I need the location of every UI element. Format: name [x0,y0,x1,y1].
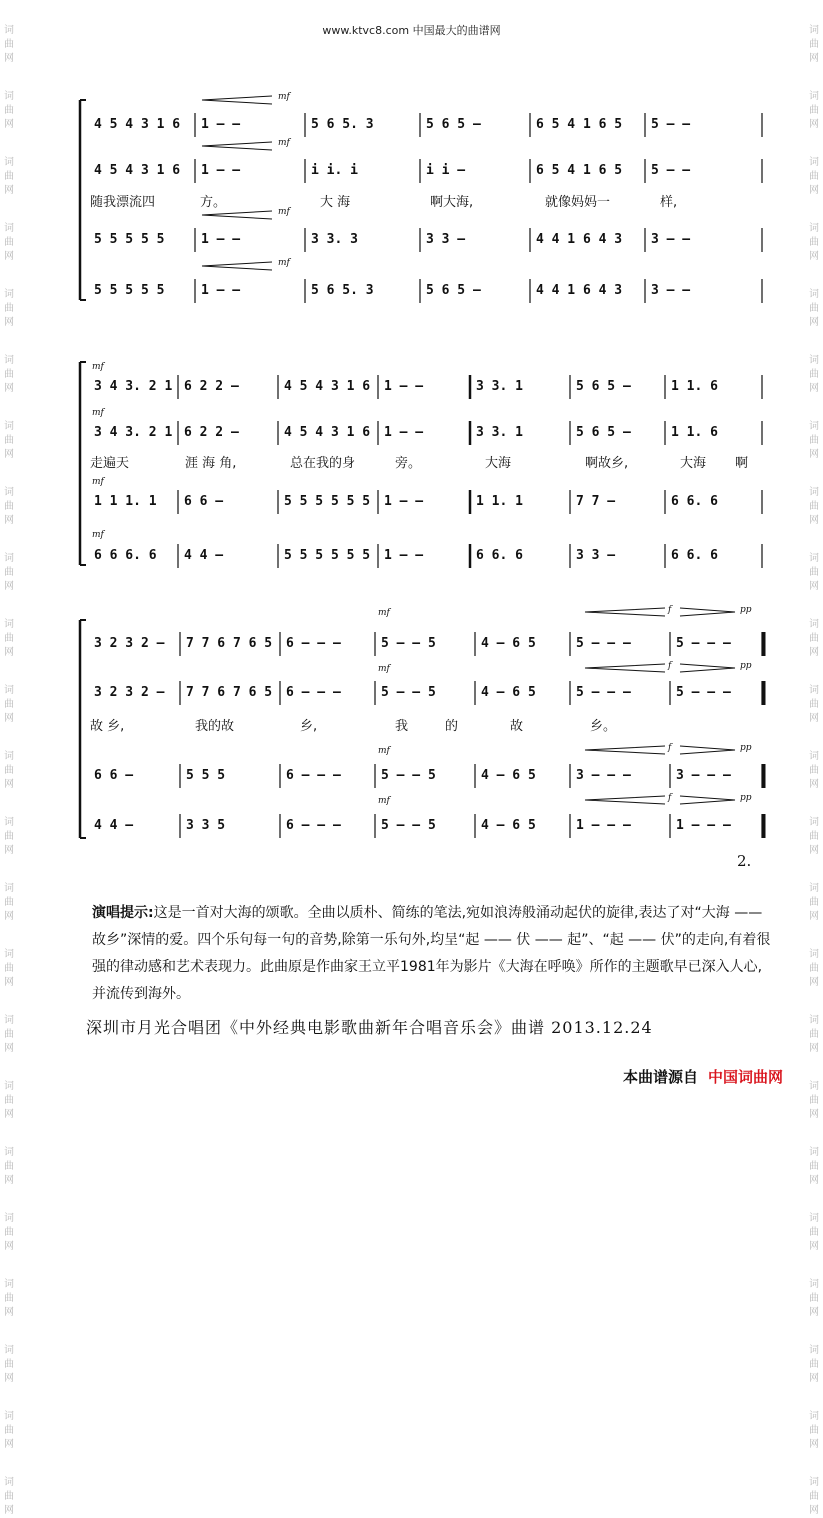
watermark-char: 曲 [809,39,819,50]
measure: 4 5 4 3 1 6 [94,117,181,132]
measure: 5 6 5 – [426,283,481,298]
measure: 4 4 – [184,548,224,563]
decrescendo-hairpin [680,796,735,804]
watermark-char: 词 [4,619,14,630]
measure: 4 5 4 3 1 6 [284,379,371,394]
measure: 1 – – [384,494,424,509]
watermark-char: 曲 [4,501,14,512]
measure: 5 5 5 5 5 5 [284,494,371,509]
dynamic-pp: pp [740,661,752,671]
watermark-char: 曲 [809,1425,819,1436]
measure: 4 5 4 3 1 6 [94,163,181,178]
watermark-char: 曲 [809,765,819,776]
dynamic-mf: mf [92,530,104,540]
watermark-char: 词 [809,355,819,366]
decrescendo-hairpin [680,746,735,754]
measure: 6 6. 6 [671,548,718,563]
watermark-char: 词 [809,1147,819,1158]
watermark-char: 曲 [809,633,819,644]
dynamic-f: f [668,605,672,615]
watermark-char: 曲 [4,303,14,314]
measure: 1 – – [384,379,424,394]
measure: 1 – – [384,548,424,563]
lyric-word: 我 [395,719,409,734]
watermark-char: 网 [4,977,14,988]
watermark-char: 曲 [809,1161,819,1172]
measure: 4 4 1 6 4 3 [536,232,623,247]
dynamic-pp: pp [740,605,752,615]
watermark-char: 词 [809,817,819,828]
measure: 6 6. 6 [671,494,718,509]
watermark-char: 曲 [4,1029,14,1040]
watermark-char: 网 [4,647,14,658]
watermark-char: 网 [4,1175,14,1186]
watermark-char: 词 [809,157,819,168]
watermark-char: 网 [809,1241,819,1252]
lyric-word: 方。 [200,195,227,210]
measure: 1 1. 6 [671,425,718,440]
watermark-char: 网 [809,647,819,658]
crescendo-hairpin [202,96,272,104]
watermark-char: 词 [809,751,819,762]
measure: 3 4 3. 2 1 [94,425,173,440]
watermark-char: 词 [4,1411,14,1422]
measure: 5 6 5. 3 [311,283,374,298]
watermark-char: 词 [4,355,14,366]
lyric-word: 走遍天 [90,456,130,471]
watermark-char: 曲 [809,105,819,116]
watermark-char: 词 [809,1411,819,1422]
lyric-word: 我的故 [195,719,235,734]
watermark-char: 词 [4,1345,14,1356]
measure: 1 – – – [676,818,731,833]
watermark-char: 网 [4,779,14,790]
watermark-char: 网 [809,251,819,262]
measure: 3 – – – [576,768,631,783]
watermark-char: 网 [4,449,14,460]
watermark-char: 曲 [809,435,819,446]
measure: 1 – – [201,163,241,178]
measure: 3 – – [651,232,691,247]
watermark-char: 网 [4,1241,14,1252]
measure: 4 – 6 5 [481,768,536,783]
watermark-char: 词 [4,289,14,300]
watermark-char: 词 [4,751,14,762]
watermark-char: 曲 [4,1425,14,1436]
measure: 6 6 – [94,768,134,783]
watermark-char: 曲 [4,1161,14,1172]
watermark-char: 词 [809,949,819,960]
footer-brand-link[interactable]: 中国词曲网 [707,1068,783,1086]
watermark-char: 曲 [4,897,14,908]
watermark-char: 词 [4,1147,14,1158]
watermark-char: 网 [809,779,819,790]
measure: 1 – – [201,232,241,247]
watermark-char: 词 [4,1477,14,1488]
watermark-char: 曲 [809,237,819,248]
watermark-char: 词 [809,1213,819,1224]
measure: 7 7 – [576,494,616,509]
watermark-char: 词 [809,1345,819,1356]
watermark-char: 网 [4,1373,14,1384]
watermark-char: 网 [809,911,819,922]
watermark-char: 曲 [809,1095,819,1106]
lyric-word: 乡。 [590,719,617,734]
measure: 6 6. 6 [476,548,523,563]
measure: 5 5 5 5 5 [94,283,165,298]
measure: 7 7 6 7 6 5 [186,636,273,651]
watermark-char: 词 [4,1081,14,1092]
watermark-char: 曲 [809,1227,819,1238]
measure: 1 1. 1 [476,494,523,509]
watermark-char: 网 [809,1373,819,1384]
measure: 5 5 5 [186,768,226,783]
watermark-char: 词 [4,487,14,498]
measure: 5 5 5 5 5 5 [284,548,371,563]
watermark-char: 网 [809,317,819,328]
dynamic-mf: mf [378,746,390,756]
measure: 3 3. 3 [311,232,358,247]
watermark-char: 曲 [4,1293,14,1304]
measure: 3 3. 1 [476,379,523,394]
lyric-word: 故 [510,719,524,734]
lyric-word: 啊 [735,456,749,471]
page-number: 2. [737,852,752,870]
watermark-char: 曲 [809,501,819,512]
decrescendo-hairpin [680,608,735,616]
watermark-char: 词 [4,1015,14,1026]
watermark-char: 词 [4,421,14,432]
measure: 6 – – – [286,685,341,700]
measure: 6 2 2 – [184,425,239,440]
watermark-char: 网 [4,515,14,526]
watermark-char: 曲 [809,897,819,908]
footer-source-label: 本曲谱源自 [622,1068,698,1086]
watermark-char: 曲 [809,369,819,380]
measure: 5 – – – [676,685,731,700]
watermark-char: 词 [809,421,819,432]
measure: 4 – 6 5 [481,818,536,833]
watermark-char: 曲 [4,567,14,578]
measure: 4 – 6 5 [481,685,536,700]
measure: 5 – – 5 [381,685,436,700]
watermark-char: 词 [809,685,819,696]
measure: i i – [426,163,466,178]
lyric-word: 故 乡, [90,719,125,734]
measure: 4 – 6 5 [481,636,536,651]
watermark-char: 曲 [4,171,14,182]
watermark-char: 曲 [809,1491,819,1502]
dynamic-mf: mf [278,92,290,102]
watermark-char: 网 [4,251,14,262]
watermark-char: 网 [4,119,14,130]
dynamic-mf: mf [378,796,390,806]
watermark-char: 词 [4,223,14,234]
dynamic-mf: mf [92,477,104,487]
measure: 5 – – – [576,685,631,700]
dynamic-mf: mf [278,258,290,268]
measure: 5 – – [651,117,691,132]
watermark-char: 曲 [4,1227,14,1238]
watermark-char: 词 [809,1279,819,1290]
watermark-char: 网 [809,185,819,196]
watermark-char: 曲 [809,699,819,710]
watermark-char: 网 [809,845,819,856]
lyric-word: 乡, [300,719,318,734]
measure: 3 2 3 2 – [94,636,165,651]
measure: 3 3 – [576,548,616,563]
watermark-char: 词 [809,1477,819,1488]
measure: 5 6 5 – [576,425,631,440]
watermark-char: 网 [4,185,14,196]
watermark-char: 网 [809,1175,819,1186]
watermark-char: 网 [4,911,14,922]
measure: 7 7 6 7 6 5 [186,685,273,700]
crescendo-hairpin [585,608,665,616]
measure: 6 – – – [286,636,341,651]
measure: 6 – – – [286,768,341,783]
watermark-char: 曲 [809,303,819,314]
dynamic-mf: mf [92,362,104,372]
crescendo-hairpin [585,746,665,754]
watermark-char: 曲 [4,831,14,842]
watermark-char: 词 [4,949,14,960]
crescendo-hairpin [202,211,272,219]
footer-source [623,1066,783,1087]
watermark-char: 词 [809,1081,819,1092]
dynamic-mf: mf [378,664,390,674]
watermark-char: 词 [4,1213,14,1224]
measure: 6 5 4 1 6 5 [536,117,623,132]
dynamic-mf: mf [378,608,390,618]
site-header: www.ktvc8.com 中国最大的曲谱网 [322,24,501,37]
dynamic-pp: pp [740,793,752,803]
watermark-char: 曲 [4,963,14,974]
watermark-char: 曲 [809,1293,819,1304]
dynamic-f: f [668,743,672,753]
dynamic-mf: mf [278,207,290,217]
watermark-char: 网 [809,1505,819,1516]
watermark-char: 曲 [809,963,819,974]
watermark-char: 词 [809,883,819,894]
watermark-char: 词 [809,223,819,234]
measure: 3 – – – [676,768,731,783]
watermark-char: 词 [809,553,819,564]
measure: 1 – – [384,425,424,440]
crescendo-hairpin [585,664,665,672]
dynamic-mf: mf [278,138,290,148]
measure: 3 2 3 2 – [94,685,165,700]
measure: 1 1. 6 [671,379,718,394]
lyric-word: 啊故乡, [585,456,629,471]
watermark-char: 词 [4,157,14,168]
measure: 6 6 – [184,494,224,509]
watermark-char: 网 [809,581,819,592]
lyric-word: 大 海 [320,195,351,210]
measure: 3 – – [651,283,691,298]
watermark-char: 网 [809,1307,819,1318]
measure: 4 5 4 3 1 6 [284,425,371,440]
watermark-char: 网 [4,1505,14,1516]
performance-notes [92,900,772,1008]
lyric-word: 大海 [680,456,707,471]
watermark-char: 曲 [809,1029,819,1040]
watermark-char: 词 [4,25,14,36]
watermark-char: 词 [4,817,14,828]
watermark-char: 网 [809,53,819,64]
measure: i i. i [311,163,358,178]
measure: 3 3 – [426,232,466,247]
watermark-char: 曲 [4,369,14,380]
lyric-word: 就像妈妈一 [545,195,611,210]
crescendo-hairpin [202,142,272,150]
watermark-char: 网 [4,383,14,394]
watermark-char: 曲 [4,435,14,446]
decrescendo-hairpin [680,664,735,672]
measure: 3 3 5 [186,818,226,833]
score-credit: 深圳市月光合唱团《中外经典电影歌曲新年合唱音乐会》曲谱 2013.12.24 [86,1018,653,1037]
watermark-char: 词 [809,289,819,300]
watermark-char: 曲 [4,39,14,50]
watermark-char: 网 [4,845,14,856]
watermark-char: 网 [809,713,819,724]
watermark-char: 网 [4,713,14,724]
lyric-word: 样, [660,195,678,210]
lyric-word: 总在我的身 [290,456,356,471]
watermark-char: 网 [809,1439,819,1450]
watermark-char: 曲 [4,237,14,248]
watermark-char: 曲 [4,699,14,710]
watermark-char: 网 [809,119,819,130]
watermark-char: 曲 [809,831,819,842]
measure: 3 3. 1 [476,425,523,440]
watermark-char: 网 [809,977,819,988]
watermark-char: 曲 [4,765,14,776]
measure: 5 5 5 5 5 [94,232,165,247]
watermark-char: 曲 [4,633,14,644]
watermark-char: 曲 [4,105,14,116]
watermark-char: 词 [4,883,14,894]
measure: 6 2 2 – [184,379,239,394]
measure: 4 4 1 6 4 3 [536,283,623,298]
watermark-char: 曲 [4,1491,14,1502]
measure: 1 – – – [576,818,631,833]
crescendo-hairpin [202,262,272,270]
watermark-char: 曲 [4,1095,14,1106]
watermark-char: 网 [809,449,819,460]
watermark-char: 网 [4,53,14,64]
dynamic-f: f [668,793,672,803]
watermark-char: 曲 [809,567,819,578]
watermark-char: 网 [809,1043,819,1054]
notes-label: 演唱提示: [92,905,154,921]
measure: 5 – – 5 [381,636,436,651]
measure: 1 – – [201,283,241,298]
measure: 5 – – – [676,636,731,651]
watermark-char: 词 [4,91,14,102]
watermark-char: 网 [4,1043,14,1054]
watermark-char: 词 [809,25,819,36]
watermark-char: 网 [809,1109,819,1120]
crescendo-hairpin [585,796,665,804]
notes-text: 这是一首对大海的颂歌。全曲以质朴、简练的笔法,宛如浪涛般涌动起伏的旋律,表达了对“大海 —— 故乡”深情的爱。四个乐句每一句的音势,除第一乐句外,均呈“起 —— 伏 —— 起”、“起 —— 伏”的走向,有着很强的律动感和艺术表现力。此曲原是作曲家王立平1981年为影片《大海在呼唤》所作的主题歌早已深入人心,并流传到海外。 [92,905,771,1002]
watermark-char: 曲 [809,171,819,182]
lyric-word: 随我漂流四 [90,195,156,210]
measure: 5 6 5 – [426,117,481,132]
watermark-char: 词 [4,1279,14,1290]
watermark-char: 词 [809,1015,819,1026]
watermark-char: 网 [809,515,819,526]
measure: 5 6 5. 3 [311,117,374,132]
watermark-char: 网 [4,1439,14,1450]
measure: 5 – – – [576,636,631,651]
lyric-word: 啊大海, [430,195,474,210]
measure: 5 – – [651,163,691,178]
measure: 1 1 1. 1 [94,494,157,509]
watermark-char: 网 [4,317,14,328]
measure: 6 5 4 1 6 5 [536,163,623,178]
lyric-word: 涯 海 角, [185,456,237,471]
measure: 5 – – 5 [381,768,436,783]
watermark-char: 曲 [809,1359,819,1370]
watermark-char: 网 [4,1109,14,1120]
measure: 3 4 3. 2 1 [94,379,173,394]
watermark-char: 词 [809,619,819,630]
watermark-char: 词 [4,553,14,564]
measure: 5 6 5 – [576,379,631,394]
dynamic-f: f [668,661,672,671]
watermark-char: 词 [809,91,819,102]
measure: 6 6 6. 6 [94,548,157,563]
dynamic-pp: pp [740,743,752,753]
watermark-char: 网 [4,1307,14,1318]
watermark-char: 网 [809,383,819,394]
watermark-char: 曲 [4,1359,14,1370]
measure: 6 – – – [286,818,341,833]
dynamic-mf: mf [92,408,104,418]
watermark-char: 网 [4,581,14,592]
lyric-word: 旁。 [395,456,422,471]
measure: 1 – – [201,117,241,132]
lyric-word: 大海 [485,456,512,471]
lyric-word: 的 [445,719,459,734]
watermark-char: 词 [4,685,14,696]
measure: 4 4 – [94,818,134,833]
watermark-char: 词 [809,487,819,498]
measure: 5 – – 5 [381,818,436,833]
